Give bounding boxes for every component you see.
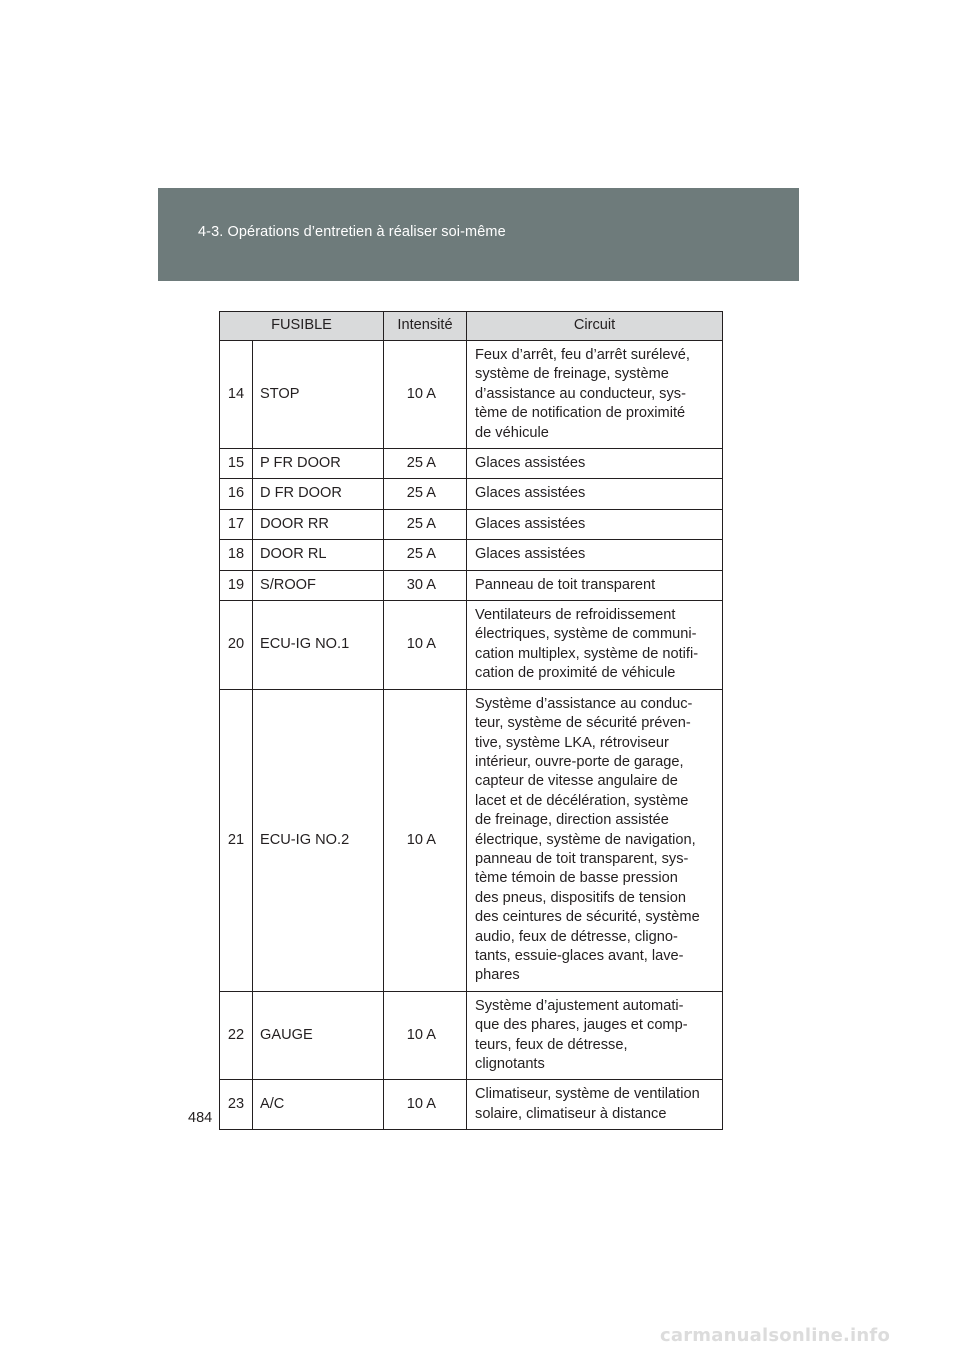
fuse-table-body bbox=[220, 341, 723, 1130]
header-circuit: Circuit bbox=[467, 312, 723, 341]
fuse-number: 18 bbox=[220, 540, 253, 570]
circuit-line: Ventilateurs de refroidissement bbox=[475, 607, 676, 624]
fuse-name: GAUGE bbox=[253, 991, 384, 1080]
circuit-line: lacet et de décélération, système bbox=[475, 792, 689, 809]
table-row bbox=[220, 1080, 723, 1130]
circuit-line: cation de proximité de véhicule bbox=[475, 665, 676, 682]
circuit-line: des ceintures de sécurité, système bbox=[475, 909, 700, 926]
circuit-line: capteur de vitesse angulaire de bbox=[475, 773, 678, 790]
fuse-number: 14 bbox=[220, 341, 253, 449]
fuse-table bbox=[219, 311, 723, 1130]
circuit-line: Feux d’arrêt, feu d’arrêt surélevé, bbox=[475, 347, 690, 363]
section-header-band bbox=[158, 188, 799, 281]
table-row bbox=[220, 509, 723, 539]
fuse-amperage: 25 A bbox=[384, 509, 467, 539]
fuse-name: ECU-IG NO.2 bbox=[253, 689, 384, 991]
fuse-name: D FR DOOR bbox=[253, 479, 384, 509]
fuse-number: 23 bbox=[220, 1080, 253, 1130]
circuit-line: Glaces assistées bbox=[475, 485, 586, 502]
fuse-circuit bbox=[467, 1080, 723, 1130]
circuit-line: tème témoin de basse pression bbox=[475, 870, 678, 887]
circuit-line: tème de notification de proximité bbox=[475, 405, 686, 422]
fuse-circuit bbox=[467, 341, 723, 449]
fuse-circuit bbox=[467, 540, 723, 570]
table-row bbox=[220, 689, 723, 991]
fuse-number: 16 bbox=[220, 479, 253, 509]
section-title: 4-3. Opérations d’entretien à réaliser soi-même bbox=[198, 224, 506, 240]
circuit-line: Système d’ajustement automati- bbox=[475, 997, 684, 1014]
circuit-line: Climatiseur, système de ventilation bbox=[475, 1086, 700, 1103]
circuit-line: panneau de toit transparent, sys- bbox=[475, 850, 689, 867]
fuse-name: ECU-IG NO.1 bbox=[253, 601, 384, 690]
table-row bbox=[220, 479, 723, 509]
fuse-number: 17 bbox=[220, 509, 253, 539]
table-row bbox=[220, 601, 723, 690]
fuse-circuit bbox=[467, 509, 723, 539]
fuse-name: A/C bbox=[253, 1080, 384, 1130]
fuse-amperage: 25 A bbox=[384, 479, 467, 509]
watermark: carmanualsonline.info bbox=[660, 1325, 891, 1346]
circuit-line: d’assistance au conducteur, sys- bbox=[475, 385, 686, 402]
fuse-name: S/ROOF bbox=[253, 570, 384, 600]
table-row bbox=[220, 540, 723, 570]
fuse-amperage: 30 A bbox=[384, 570, 467, 600]
circuit-line: Glaces assistées bbox=[475, 515, 586, 532]
fuse-circuit bbox=[467, 991, 723, 1080]
table-row bbox=[220, 570, 723, 600]
fuse-circuit bbox=[467, 570, 723, 600]
circuit-line: Panneau de toit transparent bbox=[475, 576, 656, 593]
fuse-amperage: 10 A bbox=[384, 341, 467, 449]
circuit-line: audio, feux de détresse, cligno- bbox=[475, 928, 678, 945]
fuse-name: STOP bbox=[253, 341, 384, 449]
circuit-line: Glaces assistées bbox=[475, 455, 586, 472]
circuit-line: que des phares, jauges et comp- bbox=[475, 1017, 688, 1034]
table-row bbox=[220, 991, 723, 1080]
circuit-line: clignotants bbox=[475, 1056, 545, 1072]
table-row bbox=[220, 341, 723, 449]
circuit-line: de freinage, direction assistée bbox=[475, 812, 669, 829]
fuse-number: 15 bbox=[220, 449, 253, 479]
circuit-line: électriques, système de communi- bbox=[475, 626, 697, 643]
header-fuse: FUSIBLE bbox=[220, 312, 384, 341]
fuse-name: DOOR RR bbox=[253, 509, 384, 539]
circuit-line: des pneus, dispositifs de tension bbox=[475, 889, 686, 906]
fuse-amperage: 25 A bbox=[384, 449, 467, 479]
circuit-line: électrique, système de navigation, bbox=[475, 831, 696, 848]
page-number: 484 bbox=[188, 1110, 213, 1126]
fuse-circuit bbox=[467, 449, 723, 479]
fuse-number: 20 bbox=[220, 601, 253, 690]
table-row bbox=[220, 449, 723, 479]
circuit-line: Système d’assistance au conduc- bbox=[475, 695, 693, 712]
fuse-amperage: 10 A bbox=[384, 991, 467, 1080]
header-intensity: Intensité bbox=[384, 312, 467, 341]
table-header-row bbox=[220, 312, 723, 341]
fuse-amperage: 25 A bbox=[384, 540, 467, 570]
fuse-name: DOOR RL bbox=[253, 540, 384, 570]
fuse-amperage: 10 A bbox=[384, 689, 467, 991]
fuse-name: P FR DOOR bbox=[253, 449, 384, 479]
circuit-line: système de freinage, système bbox=[475, 366, 669, 383]
fuse-circuit bbox=[467, 601, 723, 690]
circuit-line: solaire, climatiseur à distance bbox=[475, 1105, 667, 1122]
circuit-line: teur, système de sécurité préven- bbox=[475, 715, 691, 732]
fuse-circuit bbox=[467, 689, 723, 991]
circuit-line: tive, système LKA, rétroviseur bbox=[475, 734, 669, 751]
fuse-amperage: 10 A bbox=[384, 1080, 467, 1130]
circuit-line: tants, essuie-glaces avant, lave- bbox=[475, 947, 684, 964]
fuse-number: 19 bbox=[220, 570, 253, 600]
circuit-line: intérieur, ouvre-porte de garage, bbox=[475, 753, 684, 770]
circuit-line: de véhicule bbox=[475, 424, 549, 441]
circuit-line: cation multiplex, système de notifi- bbox=[475, 645, 699, 662]
circuit-line: Glaces assistées bbox=[475, 546, 586, 563]
circuit-line: teurs, feux de détresse, bbox=[475, 1036, 628, 1053]
circuit-line: phares bbox=[475, 967, 520, 984]
fuse-amperage: 10 A bbox=[384, 601, 467, 690]
fuse-circuit bbox=[467, 479, 723, 509]
fuse-number: 22 bbox=[220, 991, 253, 1080]
fuse-number: 21 bbox=[220, 689, 253, 991]
